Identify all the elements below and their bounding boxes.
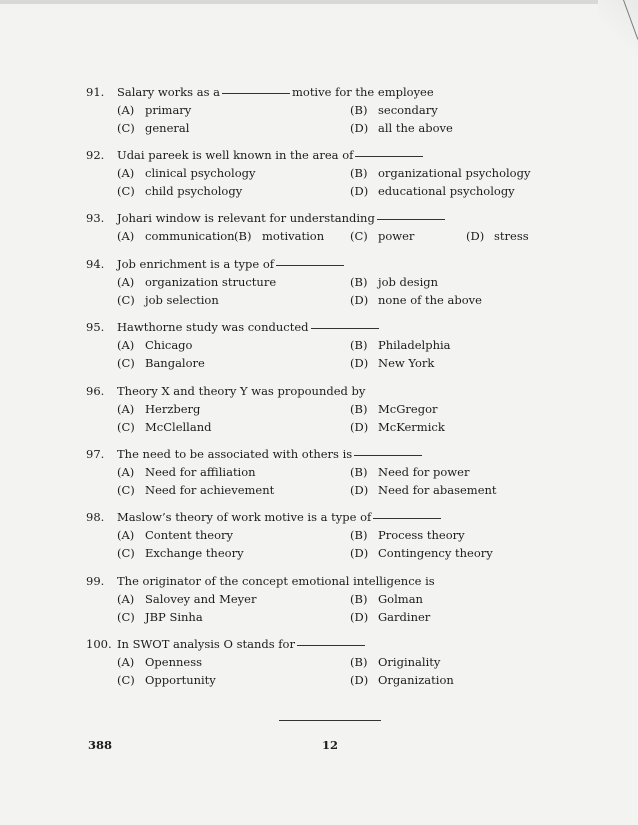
question-text: The originator of the concept emotional intelligence is — [117, 574, 435, 588]
option-b: (B) Golman — [350, 592, 423, 606]
option-c: (C) JBP Sinha — [117, 610, 203, 624]
question-number: 91. — [86, 85, 105, 99]
option-a: (A) Content theory — [117, 528, 233, 542]
option-b: (B) job design — [350, 275, 439, 289]
page-top-edge — [0, 0, 638, 4]
question-number: 96. — [86, 384, 105, 398]
option-c: (C) Opportunity — [117, 673, 216, 687]
answer-blank — [354, 455, 422, 456]
option-b: (B) secondary — [350, 103, 438, 117]
question-number: 98. — [86, 510, 105, 524]
option-c: (C) general — [117, 121, 190, 135]
question-number: 95. — [86, 320, 105, 334]
option-b: (B) Originality — [350, 655, 441, 669]
question-text: Job enrichment is a type of — [117, 255, 346, 273]
question-number: 94. — [86, 257, 105, 271]
option-a: (A) Salovey and Meyer — [117, 592, 257, 606]
question-text: Maslow’s theory of work motive is a type of — [117, 508, 443, 526]
option-b: (B) organizational psychology — [350, 166, 531, 180]
question-text: The need to be associated with others is — [117, 445, 424, 463]
option-a: (A) organization structure — [117, 275, 277, 289]
option-d: (D) educational psychology — [350, 184, 515, 198]
question-text: Udai pareek is well known in the area of — [117, 146, 425, 164]
question-number: 93. — [86, 211, 105, 225]
option-b: (B) McGregor — [350, 402, 438, 416]
option-c: (C) Bangalore — [117, 356, 205, 370]
option-a: (A) communication — [117, 229, 235, 243]
option-c: (C) power — [350, 229, 415, 243]
option-a: (A) Herzberg — [117, 402, 201, 416]
option-d: (D) all the above — [350, 121, 453, 135]
option-a: (A) Need for affiliation — [117, 465, 256, 479]
option-c: (C) McClelland — [117, 420, 212, 434]
question-number: 97. — [86, 447, 105, 461]
option-d: (D) Contingency theory — [350, 546, 493, 560]
option-a: (A) primary — [117, 103, 192, 117]
page-number: 12 — [322, 738, 339, 752]
question-number: 100. — [86, 637, 112, 651]
end-of-page-rule — [279, 720, 381, 721]
option-d: (D) stress — [466, 229, 529, 243]
option-a: (A) Chicago — [117, 338, 193, 352]
option-d: (D) New York — [350, 356, 435, 370]
question-text: Salary works as a motive for the employee — [117, 85, 434, 99]
answer-blank — [276, 265, 344, 266]
option-d: (D) Gardiner — [350, 610, 431, 624]
page-corner-fold — [598, 0, 638, 60]
answer-blank — [222, 93, 290, 94]
option-d: (D) McKermick — [350, 420, 445, 434]
option-c: (C) job selection — [117, 293, 219, 307]
option-d: (D) Organization — [350, 673, 454, 687]
question-text: Hawthorne study was conducted — [117, 318, 381, 336]
question-text: In SWOT analysis O stands for — [117, 635, 367, 653]
option-d: (D) none of the above — [350, 293, 482, 307]
option-a: (A) clinical psychology — [117, 166, 256, 180]
question-text: Johari window is relevant for understanding — [117, 209, 447, 227]
question-text: Theory X and theory Y was propounded by — [117, 384, 366, 398]
answer-blank — [377, 219, 445, 220]
option-b: (B) Philadelphia — [350, 338, 451, 352]
option-c: (C) child psychology — [117, 184, 243, 198]
answer-blank — [311, 328, 379, 329]
option-c: (C) Exchange theory — [117, 546, 244, 560]
question-number: 99. — [86, 574, 105, 588]
answer-blank — [297, 645, 365, 646]
option-b: (B) Process theory — [350, 528, 465, 542]
option-a: (A) Openness — [117, 655, 203, 669]
option-d: (D) Need for abasement — [350, 483, 497, 497]
paper-code: 388 — [88, 738, 113, 752]
answer-blank — [355, 156, 423, 157]
option-b: (B) Need for power — [350, 465, 470, 479]
answer-blank — [373, 518, 441, 519]
question-number: 92. — [86, 148, 105, 162]
option-b: (B) motivation — [234, 229, 325, 243]
option-c: (C) Need for achievement — [117, 483, 275, 497]
